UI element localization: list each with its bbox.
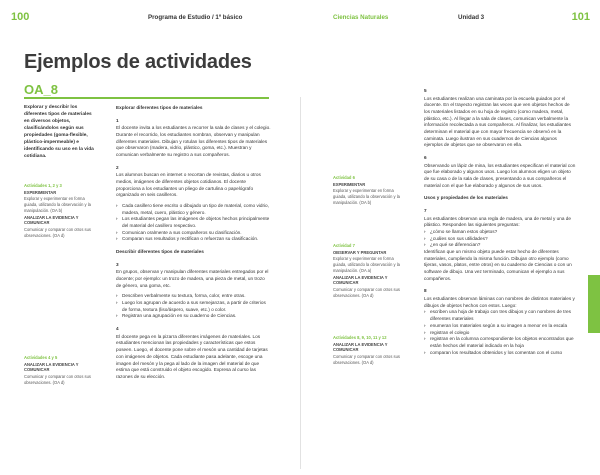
activity-text: Los estudiantes observan láminas con nombres de distintos materiales y dibujos de objetos hechos con estos. Luego: <box>424 296 575 308</box>
activity-text: El docente pega en la pizarra diferentes imágenes de materiales. Los estudiantes mencionan las propiedades y características que estos poseen. Luego, el docente pone sobre el mesón una cantidad de tarjetas con imágenes de objetos. Cada estudiante pasa adelante, escoge una imagen del mesón y la pega al lado de la imagen del material de que estima que está construido el objeto escogido. Expresa al curso las razones de su elección. <box>116 333 268 379</box>
section-heading: Explorar diferentes tipos de materiales <box>116 105 203 110</box>
activity-text: Los alumnos buscan en internet o recortan de revistas, diarios u otros medios, imágenes de diferentes objetos cotidianos. El docente proporciona a los estudiantes un pliego de cartulina o papelógrafo organizado en seis casilleros. <box>116 172 261 198</box>
activity-number: 6 <box>424 155 427 161</box>
skill-heading: EXPERIMENTAR <box>24 189 57 195</box>
sidebar-block <box>333 243 403 299</box>
activity-text: Los estudiantes realizan una caminata por la escuela guiados por el docente. En el trayecto registran las veces que ven objetos hechos de los materiales listados en su hoja de registro (como madera, metal, plástico, etc.). Al llegar a la sala de clases, comunican verbalmente la información recolectada a sus compañeros. Al finalizar, los estudiantes determinan el material que con mayor frecuencia se observó en la caminata. Luego ilustran en sus cuadernos de Ciencias algunos ejemplos de objetos que se observaron en ella. <box>424 95 571 148</box>
list-item: › Cada casillero tiene escrito o dibujado un tipo de material, como vidrio, madera, metal, cuero, plástico y género. <box>116 203 271 216</box>
sidebar-block <box>333 175 403 207</box>
activity-number: 7 <box>424 208 427 214</box>
sidebar-title: Actividades 8, 9, 10, 11 y 12 <box>333 335 387 340</box>
list-item: › Luego los agrupan de acuerdo a sus semejanzas, a partir de criterios de forma, textura (liso/áspero, suave, etc.) o color. <box>116 300 271 313</box>
list-item: › Registran una agrupación en su cuaderno de Ciencias. <box>116 313 271 320</box>
list-item: › ¿en qué se diferencian? <box>424 242 576 249</box>
list-item: › Comunican oralmente a sus compañeros su clasificación. <box>116 230 271 237</box>
sidebar-block <box>24 183 96 239</box>
right-column <box>424 88 576 360</box>
bullet-list <box>424 229 576 249</box>
skill-heading: ANALIZAR LA EVIDENCIA Y COMUNICAR <box>24 361 79 373</box>
skill-heading: ANALIZAR LA EVIDENCIA Y COMUNICAR <box>333 274 388 286</box>
page-number-right: 101 <box>571 11 590 23</box>
skill-heading: ANALIZAR LA EVIDENCIA Y COMUNICAR <box>333 341 388 353</box>
list-item: › Los estudiantes pegan las imágenes de objetos hechos principalmente del material del casillero respectivo. <box>116 216 271 229</box>
skill-text: Explorar y experimentar en forma guiada, utilizando la observación y la manipulación. (OA b) <box>24 196 91 213</box>
sidebar-title: Actividades 1, 2 y 3 <box>24 183 62 188</box>
sidebar-block <box>24 355 96 387</box>
skill-heading: OBSERVAR Y PREGUNTAR <box>333 249 387 255</box>
bullet-list <box>116 293 271 320</box>
sidebar-title: Actividad 7 <box>333 243 355 248</box>
skill-text: Explorar y experimentar en forma guiada, utilizando la observación y la manipulación. (OA a) <box>333 256 400 273</box>
unit-label: Unidad 3 <box>458 14 485 21</box>
page-divider <box>300 97 301 469</box>
section-heading: Describir diferentes tipos de materiales <box>116 249 204 255</box>
bullet-list <box>424 309 576 356</box>
skill-text: Comunicar y comparar con otros sus observaciones. (OA d) <box>333 287 400 298</box>
sidebar-title: Actividades 4 y 5 <box>24 355 58 360</box>
activity-number: 2 <box>116 164 119 170</box>
activity-number: 3 <box>116 261 119 267</box>
skill-heading: EXPERIMENTAR <box>333 181 366 187</box>
skill-heading: ANALIZAR LA EVIDENCIA Y COMUNICAR <box>24 214 79 226</box>
list-item: › ¿cuáles son sus utilidades? <box>424 236 576 243</box>
oa-description: Explorar y describir los diferentes tipos de materiales en diversos objetos, clasificándolos según sus propiedades (goma-flexible, plástico-impermeable) e identificando su uso en la vida cotidiana. <box>24 105 94 159</box>
skill-text: Comunicar y comparar con otros sus observaciones. (OA d) <box>333 354 400 365</box>
page-number-left: 100 <box>11 11 30 23</box>
list-item: › registran el colegio <box>424 330 576 337</box>
section-heading: Usos y propiedades de los materiales <box>424 195 508 201</box>
skill-text: Explorar y experimentar en forma guiada, utilizando la observación y la manipulación. (OA b) <box>333 188 400 205</box>
list-item: › Comparan sus resultados y rectifican o refuerzan su clasificación. <box>116 236 271 243</box>
program-label: Programa de Estudio / 1º básico <box>148 14 243 21</box>
activity-text: En grupos, observan y manipulan diferentes materiales entregados por el docente; por ejemplo: un trozo de madera, una pieza de metal, un trozo de género, una goma, etc. <box>116 269 269 288</box>
activity-text: Identifican que un mismo objeto puede estar hecho de diferentes materiales, cumpliendo la misma función. Dibujan otro ejemplo (como tijeras, vasos, platos, entre otros) en su cuaderno de Ciencias o con un software de dibujo. Una vez terminado, comunican el ejemplo a sus compañeros. <box>424 249 572 281</box>
activity-text: El docente invita a los estudiantes a recorrer la sala de clases y el colegio. Durante el recorrido, los estudiantes nombran, observan y manipulan diferentes materiales. Dibujan y rotulan los diferentes tipos de materiales que observaron (madera, vidrio, plástico, goma, etc.). Muestran y comunican verbalmente su registro a sus compañeros. <box>116 125 271 158</box>
skill-text: Comunicar y comparar con otros sus observaciones. (OA d) <box>24 227 91 238</box>
activity-number: 5 <box>424 88 427 93</box>
sidebar-block <box>333 335 405 367</box>
subject-label: Ciencias Naturales <box>333 14 389 21</box>
chapter-tab <box>588 275 600 333</box>
list-item: › Describen verbalmente su textura, forma, color, entre otras. <box>116 293 271 300</box>
page-title: Ejemplos de actividades <box>24 51 252 73</box>
list-item: › ¿cómo se llaman estos objetos? <box>424 229 576 236</box>
oa-rule <box>24 97 269 99</box>
list-item: › escriben una hoja de trabajo con tres dibujos y con nombres de tres diferentes materiales <box>424 309 576 322</box>
activity-number: 8 <box>424 288 427 294</box>
list-item: › registran en la columna correspondiente los objetos encontrados que están hechos del material indicado en la hoja <box>424 336 576 349</box>
activity-number: 1 <box>116 117 119 123</box>
list-item: › enumeran los materiales según a su imagen a menor en la escala <box>424 323 576 330</box>
left-column <box>116 105 271 385</box>
sidebar-title: Actividad 6 <box>333 175 355 180</box>
activity-number: 4 <box>116 326 119 332</box>
page-header <box>0 0 600 34</box>
activity-text: Observando un lápiz de mina, los estudiantes especifican el material con que fue elaborado y algunos usos. Luego los alumnos eligen un objeto de su casa o de la sala de clases, presentando a sus compañeros el material con el que fue elaborado y algunos de sus usos. <box>424 162 576 188</box>
list-item: › comparan los resultados obtenidos y los comentan con el curso <box>424 350 576 357</box>
oa-heading: OA_8 <box>24 82 58 97</box>
skill-text: Comunicar y comparar con otros sus observaciones. (OA d) <box>24 374 91 385</box>
activity-text: Los estudiantes observan una regla de madera, una de metal y una de plástico. Responden las siguientes preguntas: <box>424 215 571 228</box>
bullet-list <box>116 203 271 243</box>
